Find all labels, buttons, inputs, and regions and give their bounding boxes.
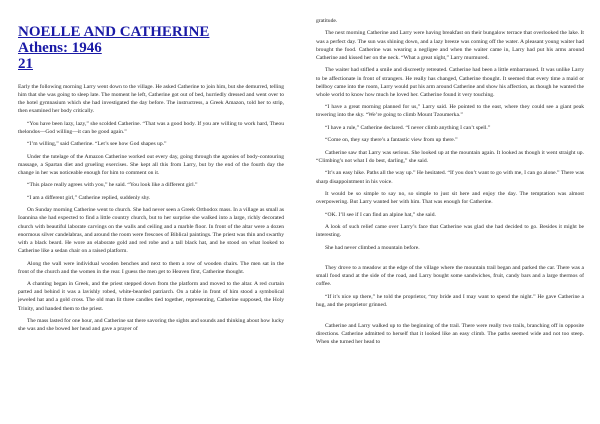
left-page <box>18 0 284 424</box>
paragraph: “Come on, they say there’s a fantastic view from up there.” <box>325 137 458 144</box>
chapter-subtitle: Athens: 1946 <box>18 39 102 56</box>
section-break <box>316 256 584 264</box>
paragraph: “This place really agrees with you,” he said. “You look like a different girl.” <box>27 182 198 189</box>
paragraph: On Sunday morning Catherine went to church. She had never seen a Greek Orthodox mass. In a village as small as Ioannina she had expected to find a little country church, but to her surprise she walked into a large, richly decorated church with beautiful laborate carvings on the walls and ceiling and a marble floor. In front of the altar were a dozen enormous silver candelabras, and around the room were frescoes of Biblical paintings. The priest was thin and swarthy with a black beard. He wore an elaborate gold and red robe and a tall black hat, and he stood on what looked to Catherine like a sedan chair on a raised platform. <box>18 207 284 255</box>
paragraph: Catherine and Larry walked up to the beginning of the trail. There were really two trails, branching off in opposite directions. Catherine admitted to herself that it looked like an easy climb. The paths seemed wide and not too steep. When she turned her head to <box>316 322 584 345</box>
paragraph: It would be so simple to say no, so simple to just sit here and enjoy the day. The temptation was almost overpowering. But Larry wanted her with him. That was enough for Catherine. <box>316 191 584 206</box>
paragraph: Catherine saw that Larry was serious. She looked up at the mountain again. It looked as though it went straight up. “Climbing’s not what I do best, darling,” she said. <box>316 149 584 164</box>
paragraph: The waiter had stifled a smile and discreetly retreated. Catherine had been a little embarrassed. It was unlike Larry to be affectionate in front of strangers. He really has changed, Catherine thought. It seemed that every time a maid or bellboy came into the room, Larry would put his arm around Catherine and show his affection, as though he wanted the whole world to know how much he loved her. Catherine found it very touching. <box>316 67 584 98</box>
section-break <box>316 314 584 322</box>
paragraph: “OK. I’ll see if I can find an alpine hat,” she said. <box>325 211 436 218</box>
paragraph: “It’s an easy hike. Paths all the way up.” He hesitated. “If you don’t want to go with me, I can go alone.” There was sharp disappointment in his voice. <box>316 170 584 185</box>
paragraph: “I am a different girl,” Catherine replied, suddenly shy. <box>27 194 151 201</box>
paragraph: “I have a great morning planned for us,” Larry said. He pointed to the east, where they could see a giant peak towering into the sky. “We’re going to climb Mount Tzoumerka.” <box>316 104 584 119</box>
paragraph: Under the tutelage of the Amazon Catherine worked out every day, going through the agonies of body-contouring massage, a Spartan diet and grueling exercises. She kept all this from Larry, but by the end of the fourth day the change in her was noticeable enough for him to comment on it. <box>18 153 284 176</box>
chapter-title: NOELLE AND CATHERINE <box>18 24 210 40</box>
paragraph: A look of such relief came over Larry’s face that Catherine was glad she had decided to go. Besides it might be interesting. <box>316 224 584 239</box>
paragraph: “You have been lazy, lazy,” she scolded Catherine. “That was a good body. If you are willing to work hard, Theou thelondos—God willing—it can be good again.” <box>18 120 284 135</box>
paragraph: gratitude. <box>316 18 338 24</box>
paragraph: The mass lasted for one hour, and Catherine sat there savoring the sights and sounds and thinking about how lucky she was and she bowed her head and gave a prayer of <box>18 318 284 333</box>
paragraph: “If it’s nice up there,” he told the proprietor, “my bride and I may want to spend the night.” He gave Catherine a hug, and the proprietor grinned. <box>316 293 584 309</box>
chapter-number: 21 <box>18 55 33 72</box>
right-page <box>316 0 584 424</box>
paragraph: “I’m willing,” said Catherine. “Let’s see how God shapes up.” <box>27 141 167 148</box>
paragraph: They drove to a meadow at the edge of the village where the mountain trail began and parked the car. There was a small food stand at the side of the road, and Larry bought some sandwiches, fruit, candy bars and a large thermos of coffee. <box>316 265 584 288</box>
paragraph: Early the following morning Larry went down to the village. He asked Catherine to join him, but she demurred, telling him that she was going to sleep late. The moment he left, Catherine got out of bed, hurriedly dressed and went over to the hotel gymnasium which she had investigated the day before. The instructress, a Greek Amazon, told her to strip, then examined her body critically. <box>18 83 284 115</box>
paragraph: “I have a rule,” Catherine declared. “I never climb anything I can’t spell.” <box>325 124 491 131</box>
chapter-heading <box>18 25 284 73</box>
paragraph: The next morning Catherine and Larry were having breakfast on their bungalow terrace that overlooked the lake. It was a perfect day. The sun was shining down, and a lazy breeze was coming off the water. A pleasant young waiter had brought the food. Catherine was wearing a negligee and when the waiter came in, Larry had put his arms around Catherine and kissed her on the neck. “What a great night,” Larry murmured. <box>316 30 584 61</box>
paragraph: She had never climbed a mountain before. <box>325 244 420 251</box>
paragraph: Along the wall were individual wooden benches and next to them a row of wooden chairs. The men sat in the front of the church and the women in the rear. I guess the men get to Heaven first, Catherine thought. <box>18 260 284 275</box>
paragraph: A chanting began in Greek, and the priest stepped down from the platform and moved to the altar. A red curtain parted and behind it was a lavishly robed, white-bearded patriarch. On a table in front of him stood a symbolical jeweled hat and a gold cross. The old man lit three candles tied together, representing, Catherine supposed, the Holy Trinity, and handed them to the priest. <box>18 281 284 312</box>
